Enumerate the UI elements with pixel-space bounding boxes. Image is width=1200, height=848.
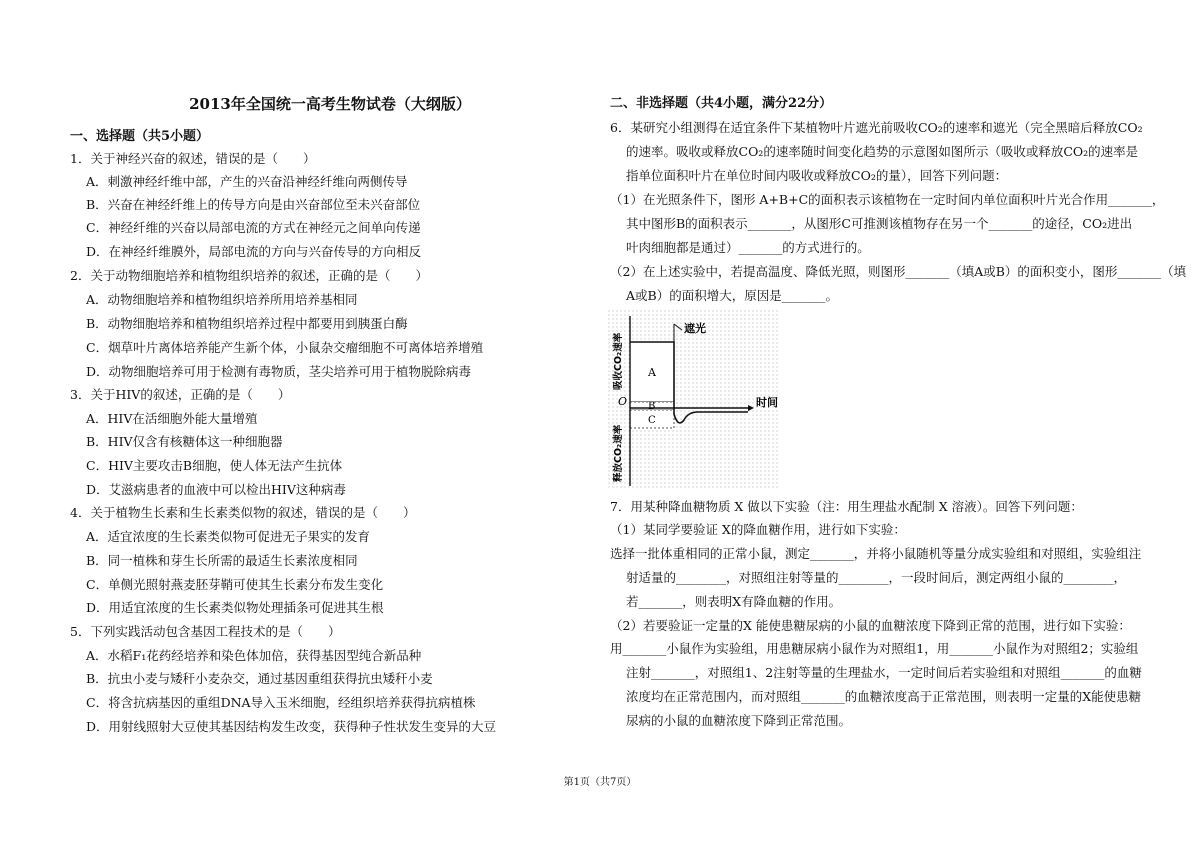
page-footer: 第1页（共7页） bbox=[563, 777, 637, 788]
q6-part1-line-3: 叶肉细胞都是通过）_______的方式进行的。 bbox=[626, 240, 870, 255]
q6-line-1: 6．某研究小组测得在适宜条件下某植物叶片遮光前吸收CO₂的速率和遮光（完全黑暗后释放CO₂ bbox=[610, 120, 1143, 135]
q3-option-d: D．艾滋病患者的血液中可以检出HIV这种病毒 bbox=[86, 482, 346, 497]
q5-option-b: B．抗虫小麦与矮秆小麦杂交，通过基因重组获得抗虫矮秆小麦 bbox=[86, 671, 433, 686]
label-region-b: B bbox=[648, 401, 656, 412]
label-time: 时间 bbox=[756, 396, 778, 409]
q3-option-a: A．HIV在活细胞外能大量增殖 bbox=[86, 411, 258, 426]
q2-option-a: A．动物细胞培养和植物组织培养所用培养基相同 bbox=[86, 292, 358, 307]
q7-part1-line-1: 选择一批体重相同的正常小鼠，测定_______，并将小鼠随机等量分成实验组和对照组，实验组注 bbox=[610, 546, 1142, 561]
q7-part2-line-4: 尿病的小鼠的血糖浓度下降到正常范围。 bbox=[626, 713, 852, 728]
q3-option-b: B．HIV仅含有核糖体这一种细胞器 bbox=[86, 434, 283, 449]
q2-option-d: D．动物细胞培养可用于检测有毒物质，茎尖培养可用于植物脱除病毒 bbox=[86, 364, 472, 379]
q1-option-d: D．在神经纤维膜外，局部电流的方向与兴奋传导的方向相反 bbox=[86, 244, 422, 259]
q3-option-c: C．HIV主要攻击B细胞，使人体无法产生抗体 bbox=[86, 458, 343, 473]
q7-line-1: 7．用某种降血糖物质 X 做以下实验（注：用生理盐水配制 X 溶液）。回答下列问题： bbox=[610, 499, 1083, 514]
q7-part2-line-2: 注射_______，对照组1、2注射等量的生理盐水，一定时间后若实验组和对照组_______的血糖 bbox=[626, 665, 1142, 680]
co2-rate-diagram-svg bbox=[608, 310, 780, 488]
q2-stem: 2．关于动物细胞培养和植物组织培养的叙述，正确的是（ ） bbox=[70, 268, 428, 283]
co2-rate-diagram bbox=[608, 310, 780, 488]
q1-option-b: B．兴奋在神经纤维上的传导方向是由兴奋部位至未兴奋部位 bbox=[86, 197, 421, 212]
label-shade: 遮光 bbox=[684, 322, 706, 335]
q1-option-c: C．神经纤维的兴奋以局部电流的方式在神经元之间单向传递 bbox=[86, 220, 421, 235]
q6-line-3: 指单位面积叶片在单位时间内吸收或释放CO₂的量），回答下列问题： bbox=[626, 168, 1008, 183]
q5-option-d: D．用射线照射大豆使其基因结构发生改变，获得种子性状发生变异的大豆 bbox=[86, 719, 497, 734]
q4-stem: 4．关于植物生长素和生长素类似物的叙述，错误的是（ ） bbox=[70, 505, 416, 520]
q4-option-a: A．适宜浓度的生长素类似物可促进无子果实的发育 bbox=[86, 529, 371, 544]
q7-part2-line-1: 用_______小鼠作为实验组，用患糖尿病小鼠作为对照组1，用_______小鼠作为对照组2；实验组 bbox=[610, 641, 1139, 656]
label-region-a: A bbox=[648, 366, 656, 379]
q2-option-b: B．动物细胞培养和植物组织培养过程中都要用到胰蛋白酶 bbox=[86, 316, 408, 331]
q4-option-d: D．用适宜浓度的生长素类似物处理插条可促进其生根 bbox=[86, 600, 384, 615]
q1-stem: 1．关于神经兴奋的叙述，错误的是（ ） bbox=[70, 151, 316, 166]
label-region-c: C bbox=[648, 415, 656, 426]
q4-option-c: C．单侧光照射燕麦胚芽鞘可使其生长素分布发生变化 bbox=[86, 577, 384, 592]
label-release-rate: 释放CO₂速率 bbox=[613, 424, 624, 482]
q7-part2-heading: （2）若要验证一定量的X 能使患糖尿病的小鼠的血糖浓度下降到正常的范围，进行如下实验： bbox=[610, 618, 1131, 633]
q5-option-c: C．将含抗病基因的重组DNA导入玉米细胞，经组织培养获得抗病植株 bbox=[86, 695, 476, 710]
q6-part2-line-1: （2）在上述实验中，若提高温度、降低光照，则图形_______（填A或B）的面积变小，图形_______（填 bbox=[610, 264, 1187, 279]
q7-part2-line-3: 浓度均在正常范围内，而对照组_______的血糖浓度高于正常范围，则表明一定量的X能使患糖 bbox=[626, 689, 1142, 704]
q2-option-c: C．烟草叶片离体培养能产生新个体，小鼠杂交瘤细胞不可离体培养增殖 bbox=[86, 340, 484, 355]
q4-option-b: B．同一植株和芽生长所需的最适生长素浓度相同 bbox=[86, 553, 358, 568]
q6-line-2: 的速率。吸收或释放CO₂的速率随时间变化趋势的示意图如图所示（吸收或释放CO₂的速率是 bbox=[626, 144, 1139, 159]
q5-option-a: A．水稻F₁花药经培养和染色体加倍，获得基因型纯合新品种 bbox=[86, 648, 422, 663]
section-heading-choice: 一、选择题（共5小题） bbox=[70, 129, 210, 144]
q5-stem: 5．下列实践活动包含基因工程技术的是（ ） bbox=[70, 624, 341, 639]
q7-part1-line-2: 射适量的________，对照组注射等量的________，一段时间后，测定两组小鼠的________， bbox=[626, 570, 1127, 585]
page-title: 2013年全国统一高考生物试卷（大纲版） bbox=[189, 95, 471, 113]
q6-part2-line-2: A或B）的面积增大，原因是_______。 bbox=[626, 288, 838, 303]
q6-part1-line-2: 其中图形B的面积表示_______，从图形C可推测该植物存在另一个_______的途径，CO₂进出 bbox=[626, 216, 1133, 231]
label-origin: O bbox=[618, 395, 628, 408]
q7-part1-heading: （1）某同学要验证 X的降血糖作用，进行如下实验： bbox=[610, 522, 906, 537]
q6-part1-line-1: （1）在光照条件下，图形 A+B+C的面积表示该植物在一定时间内单位面积叶片光合作用_______， bbox=[610, 192, 1165, 207]
label-absorb-rate: 吸收CO₂速率 bbox=[613, 332, 624, 390]
q7-part1-line-3: 若_______，则表明X有降血糖的作用。 bbox=[626, 594, 842, 609]
q1-option-a: A．刺激神经纤维中部，产生的兴奋沿神经纤维向两侧传导 bbox=[86, 174, 408, 189]
section-heading-nonchoice: 二、非选择题（共4小题，满分22分） bbox=[610, 96, 833, 111]
q3-stem: 3．关于HIV的叙述，正确的是（ ） bbox=[70, 387, 291, 402]
